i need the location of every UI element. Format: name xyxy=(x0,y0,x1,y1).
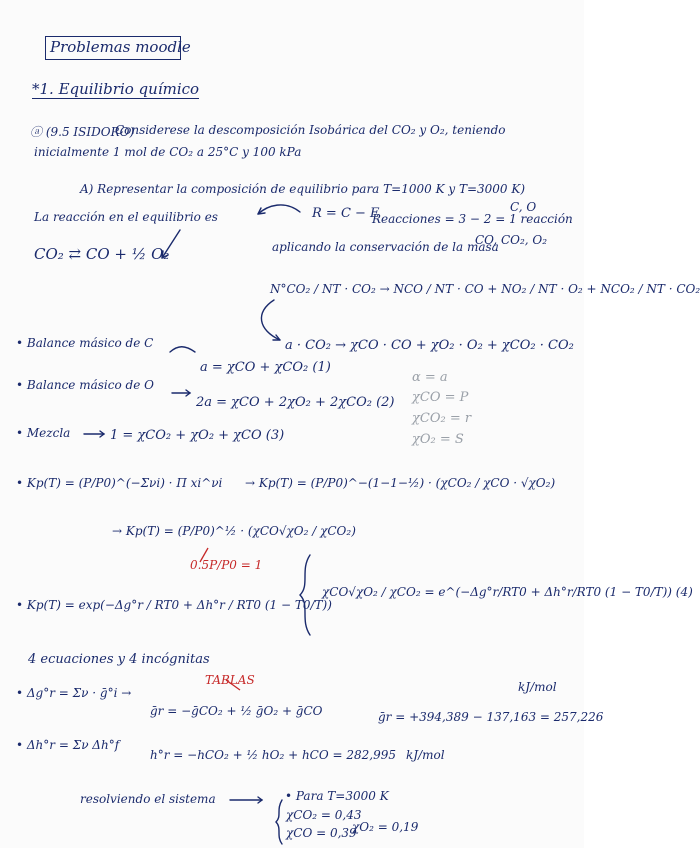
species-elements: C, O xyxy=(510,200,537,214)
gray-note-1: α = a xyxy=(412,370,448,385)
delta-h-equation: h°r = −hCO₂ + ½ hO₂ + hCO = 282,995 xyxy=(150,748,397,762)
reaction-equation: CO₂ ⇄ CO + ½ O₂ xyxy=(34,245,170,263)
delta-g-equation: ḡr = −ḡCO₂ + ½ ḡO₂ + ḡCO xyxy=(150,704,323,718)
kp-exponential: • Kp(T) = exp(−Δg°r / RT0 + Δh°r / RT0 (1 − T0/T)) xyxy=(16,598,332,612)
resolving-label: resolviendo el sistema xyxy=(80,792,216,806)
problem-line2: inicialmente 1 mol de CO₂ a 25°C y 100 kPa xyxy=(34,145,302,159)
reacciones-count: Reacciones = 3 − 2 = 1 reacción xyxy=(372,212,573,226)
page-title: Problemas moodle xyxy=(45,36,181,60)
balance-o-equation: 2a = χCO + 2χO₂ + 2χCO₂ (2) xyxy=(196,395,395,410)
delta-g-label: • Δg°r = Σν · ḡ°i → xyxy=(16,686,132,700)
mezcla-equation: 1 = χCO₂ + χO₂ + χCO (3) xyxy=(110,428,285,443)
equation-4: χCO√χO₂ / χCO₂ = e^(−Δg°r/RT0 + Δh°r/RT0 (1 − T0/T)) (4) xyxy=(322,585,693,599)
temperature-case: • Para T=3000 K xyxy=(285,789,389,803)
mass-equation-1: N°CO₂ / NT · CO₂ → NCO / NT · CO + NO₂ / NT · O₂ + NCO₂ / NT · CO₂ xyxy=(270,282,700,296)
balance-o-label: • Balance másico de O xyxy=(16,378,154,392)
mass-equation-2: a · CO₂ → χCO · CO + χO₂ · O₂ + χCO₂ · CO₂ xyxy=(285,338,574,353)
delta-h-label: • Δh°r = Σν Δh°f xyxy=(16,738,120,752)
kp-simplified: → Kp(T) = (P/P0)^½ · (χCO√χO₂ / χCO₂) xyxy=(112,524,356,538)
gray-note-3: χCO₂ = r xyxy=(412,411,472,426)
conservation-label: aplicando la conservación de la masa xyxy=(272,240,499,254)
mezcla-label: • Mezcla xyxy=(16,426,71,440)
result-co2: χCO₂ = 0,43 xyxy=(286,808,362,822)
delta-h-unit: kJ/mol xyxy=(406,748,445,762)
gray-note-4: χO₂ = S xyxy=(412,432,464,447)
kp-definition: • Kp(T) = (P/P0)^(−Σνi) · Π xi^νi xyxy=(16,476,223,490)
delta-g-value: ḡr = +394,389 − 137,163 = 257,226 xyxy=(378,710,604,724)
gray-note-2: χCO = P xyxy=(412,390,469,405)
balance-c-equation: a = χCO + χCO₂ (1) xyxy=(200,360,331,375)
balance-c-label: • Balance másico de C xyxy=(16,336,154,350)
problem-number: ⓐ (9.5 ISIDORO) xyxy=(30,125,135,139)
result-co: χCO = 0,39 xyxy=(286,826,357,840)
section-heading: *1. Equilibrio químico xyxy=(32,80,200,98)
kp-note: 0.5P/P0 = 1 xyxy=(190,558,263,572)
problem-part-a: A) Representar la composición de equilibrio para T=1000 K y T=3000 K) xyxy=(80,182,525,196)
problem-line1: Considerese la descomposición Isobárica del CO₂ y O₂, teniendo xyxy=(115,123,506,137)
reaction-label: La reacción en el equilibrio es xyxy=(34,210,218,224)
result-o2: χO₂ = 0,19 xyxy=(352,820,419,834)
tablas-note: TABLAS xyxy=(205,673,255,687)
equations-count: 4 ecuaciones y 4 incógnitas xyxy=(28,652,210,667)
kj-unit: kJ/mol xyxy=(518,680,557,694)
species-compounds: CO, CO₂, O₂ xyxy=(475,233,548,247)
kp-substituted: → Kp(T) = (P/P0)^−(1−1−½) · (χCO₂ / χCO · √χO₂) xyxy=(245,476,556,490)
r-equals-c-minus-e: R = C − E xyxy=(312,206,380,221)
